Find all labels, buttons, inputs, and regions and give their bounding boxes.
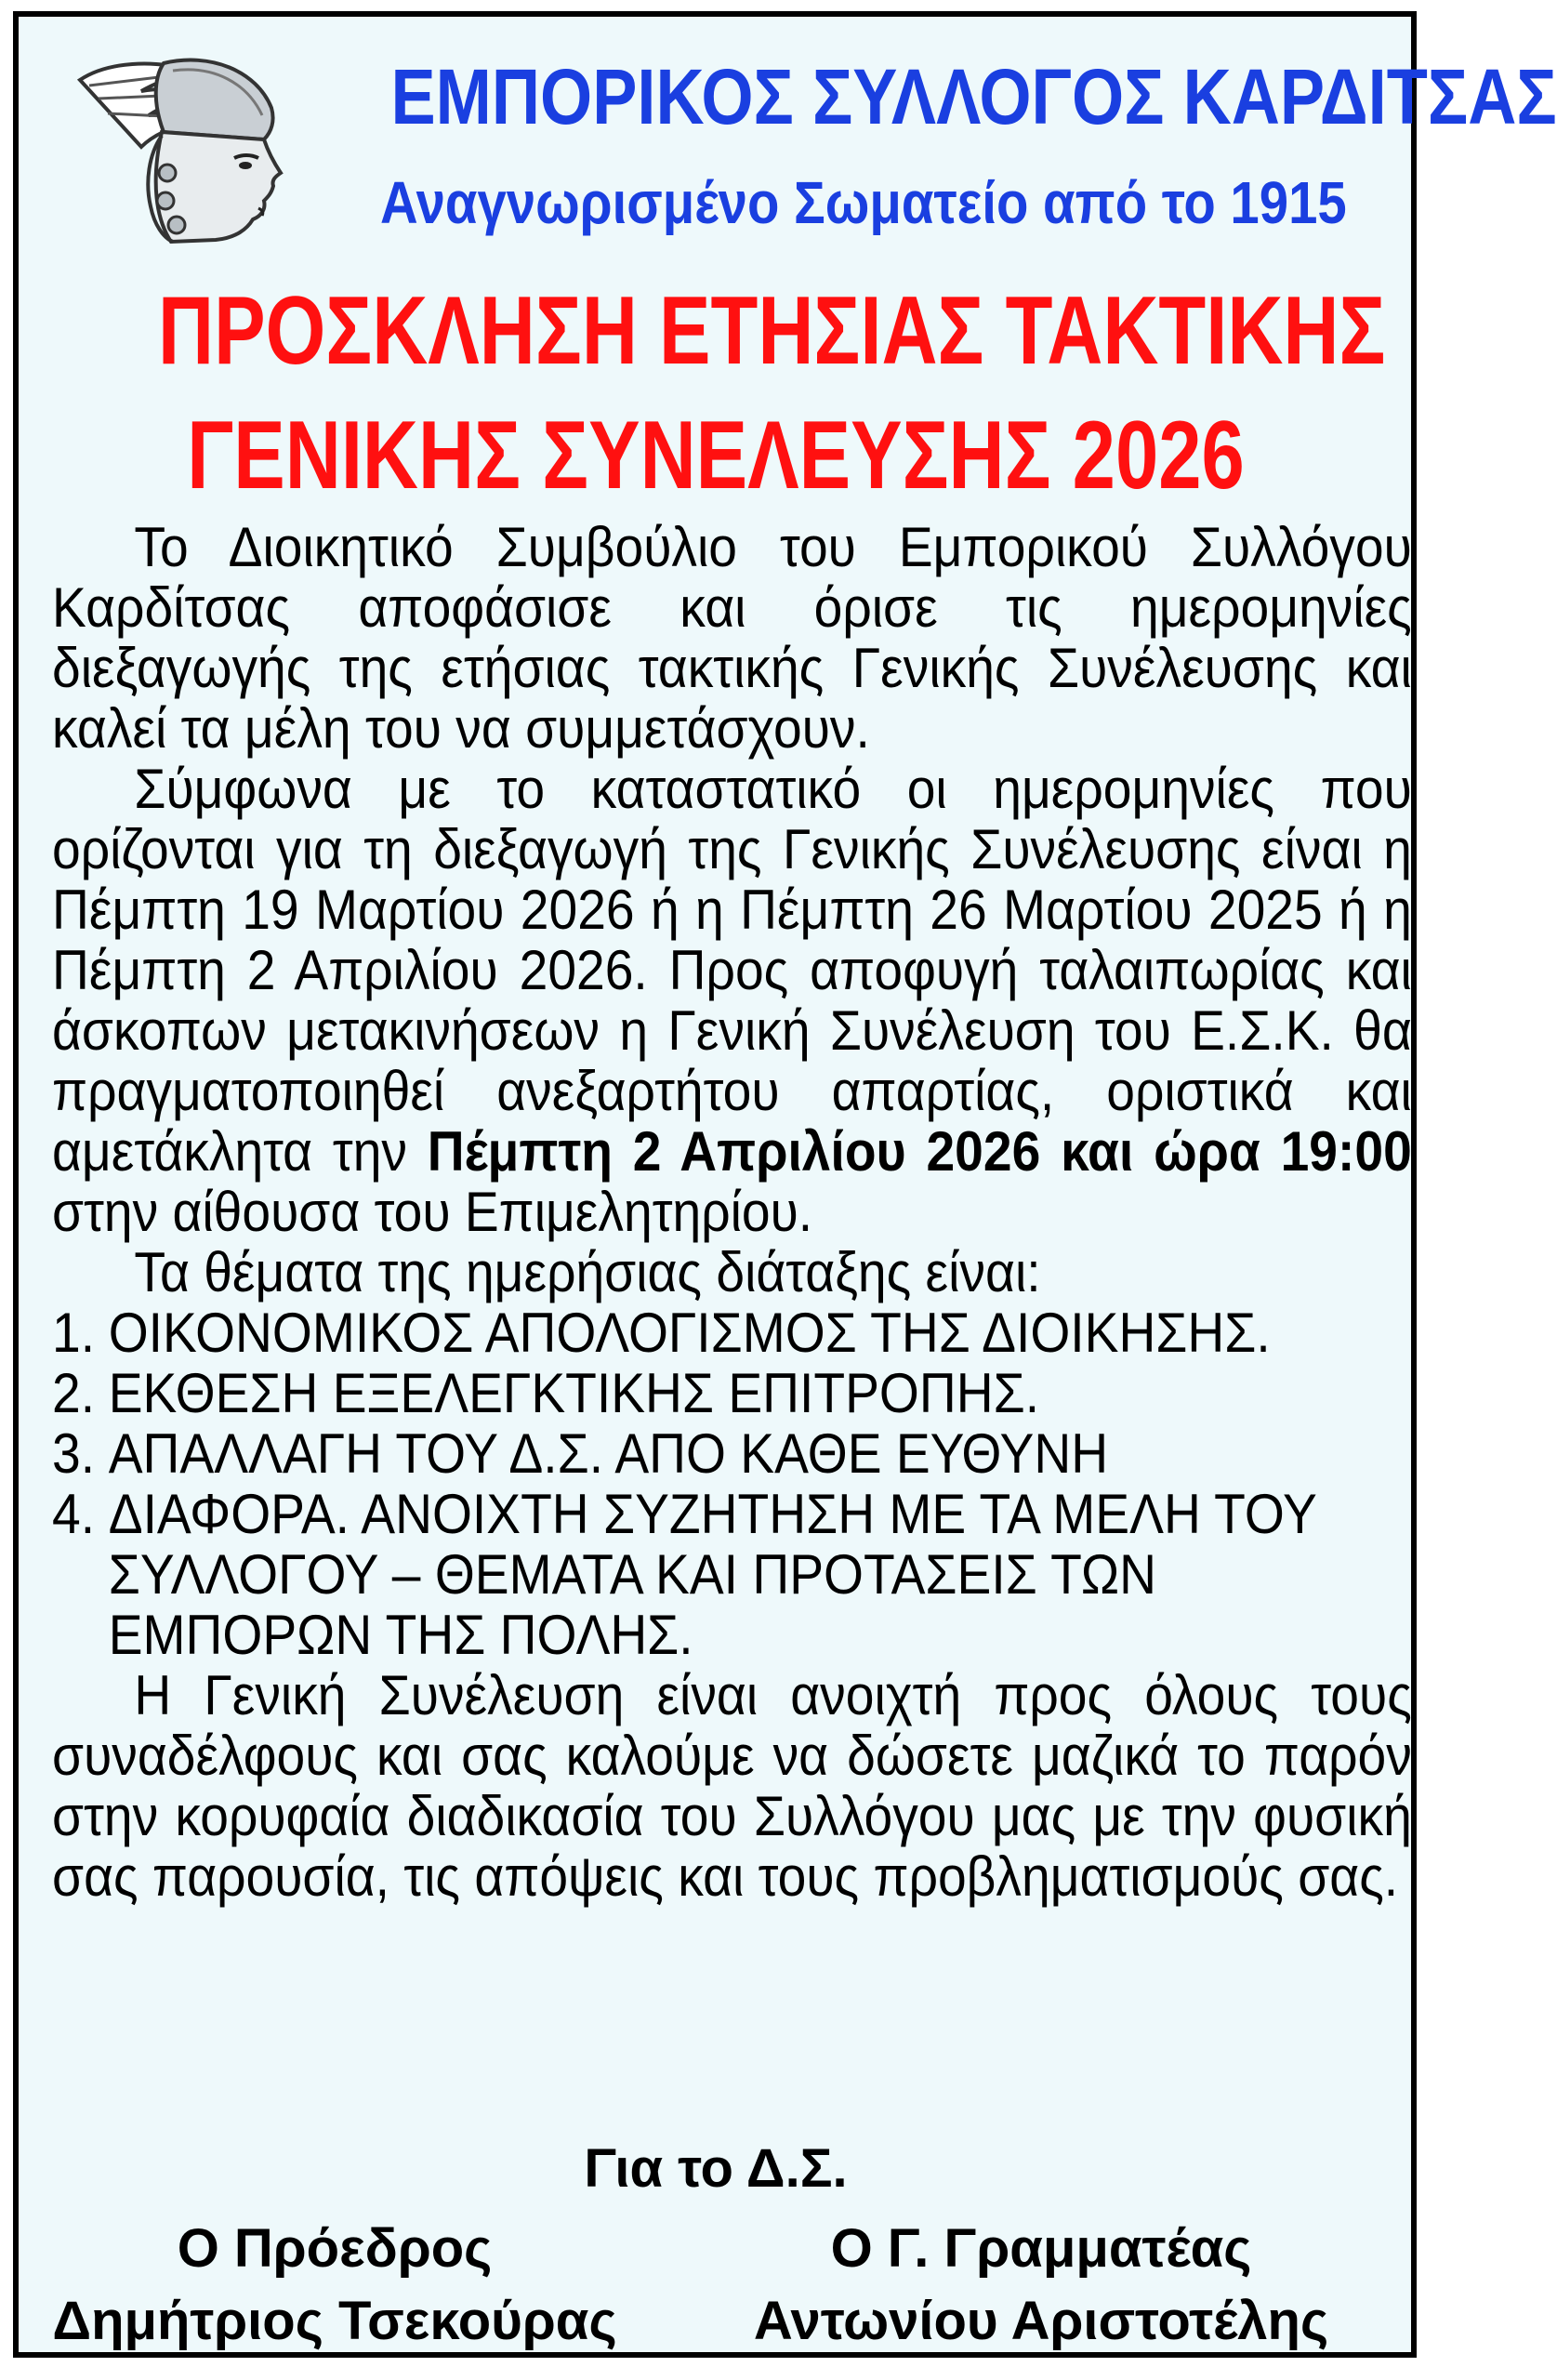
paragraph-dates-text: Σύμφωνα με το καταστατικό οι ημερομηνίες που ορίζονται για τη διεξαγωγή της Γενικής Συνέλευσης είναι η Πέμπτη 19 Μαρτίου 2026 ή η Πέμπτη 26 Μαρτίου 2025 ή η Πέμπτη 2 Απριλίου 2026. Προς αποφυγή ταλαιπωρίας και άσκοπων μετακινήσεων η Γενική Συνέλευση του Ε.Σ.Κ. θα πραγματοποιηθεί ανεξαρτήτου απαρτίας, οριστικά και αμετάκλητα την <box>52 758 1412 1183</box>
agenda-item-number: 1. <box>52 1302 96 1364</box>
invitation-body <box>52 517 1411 1907</box>
paragraph-dates <box>52 759 1412 1242</box>
president-name: Δημήτριος Τσεκούρας <box>52 2291 617 2351</box>
meeting-datetime: Πέμπτη 2 Απριλίου 2026 και ώρα 19:00 <box>427 1120 1412 1183</box>
headline-line-1: ΠΡΟΣΚΛΗΣΗ ΕΤΗΣΙΑΣ ΤΑΚΤΙΚΗΣ <box>158 277 1386 385</box>
paragraph-closing: Η Γενική Συνέλευση είναι ανοιχτή προς όλους τους συναδέλφους και σας καλούμε να δώσετε μαζικά το παρόν στην κορυφαία διαδικασία του Συλλόγου μας με την φυσική σας παρουσία, τις απόψεις και τους προβληματισμούς σας. <box>52 1664 1412 1908</box>
president-signature <box>37 2218 632 2352</box>
paragraph-intro: Το Διοικητικό Συμβούλιο του Εμπορικού Συλλόγου Καρδίτσας αποφάσισε και όρισε τις ημερομηνίες διεξαγωγής της ετήσιας τακτικής Γενικής Συνέλευσης και καλεί τα μέλη του να συμμετάσχουν. <box>52 516 1412 760</box>
agenda-item <box>52 1423 1412 1484</box>
organization-subtitle: Αναγνωρισμένο Σωματείο από το 1915 <box>380 169 1347 236</box>
agenda-intro: Τα θέματα της ημερήσιας διάταξης είναι: <box>134 1241 1041 1303</box>
headline-line-2: ΓΕΝΙΚΗΣ ΣΥΝΕΛΕΥΣΗΣ 2026 <box>187 402 1245 509</box>
president-role: Ο Πρόεδρος <box>177 2218 493 2279</box>
secretary-role: Ο Γ. Γραμματέας <box>830 2218 1252 2279</box>
for-the-board-label: Για το Δ.Σ. <box>584 2138 848 2199</box>
agenda-item <box>52 1302 1412 1363</box>
agenda-item-number: 4. <box>52 1483 96 1545</box>
agenda-item <box>52 1484 1412 1665</box>
agenda-item <box>52 1363 1412 1423</box>
hermes-head-logo-icon <box>52 43 303 257</box>
agenda-list <box>52 1302 1412 1665</box>
notice-frame <box>13 11 1557 2358</box>
agenda-item-text: ΕΚΘΕΣΗ ΕΞΕΛΕΓΚΤΙΚΗΣ ΕΠΙΤΡΟΠΗΣ. <box>108 1362 1040 1424</box>
organization-name: ΕΜΠΟΡΙΚΟΣ ΣΥΛΛΟΓΟΣ ΚΑΡΔΙΤΣΑΣ <box>390 53 1557 140</box>
secretary-name: Αντωνίου Αριστοτέλης <box>753 2291 1329 2351</box>
agenda-item-text: ΔΙΑΦΟΡΑ. ΑΝΟΙΧΤΗ ΣΥΖΗΤΗΣΗ ΜΕ ΤΑ ΜΕΛΗ ΤΟΥ ΣΥΛΛΟΓΟΥ – ΘΕΜΑΤΑ ΚΑΙ ΠΡΟΤΑΣΕΙΣ ΤΩΝ ΕΜΠΟΡΩΝ ΤΗΣ ΠΟΛΗΣ. <box>108 1483 1316 1666</box>
agenda-item-text: ΟΙΚΟΝΟΜΙΚΟΣ ΑΠΟΛΟΓΙΣΜΟΣ ΤΗΣ ΔΙΟΙΚΗΣΗΣ. <box>108 1302 1271 1364</box>
agenda-item-text: ΑΠΑΛΛΑΓΗ ΤΟΥ Δ.Σ. ΑΠΟ ΚΑΘΕ ΕΥΘΥΝΗ <box>108 1422 1109 1485</box>
secretary-signature <box>706 2218 1376 2352</box>
paragraph-dates-location: στην αίθουσα του Επιμελητηρίου. <box>52 1181 813 1243</box>
agenda-item-number: 2. <box>52 1362 96 1424</box>
agenda-item-number: 3. <box>52 1422 96 1485</box>
